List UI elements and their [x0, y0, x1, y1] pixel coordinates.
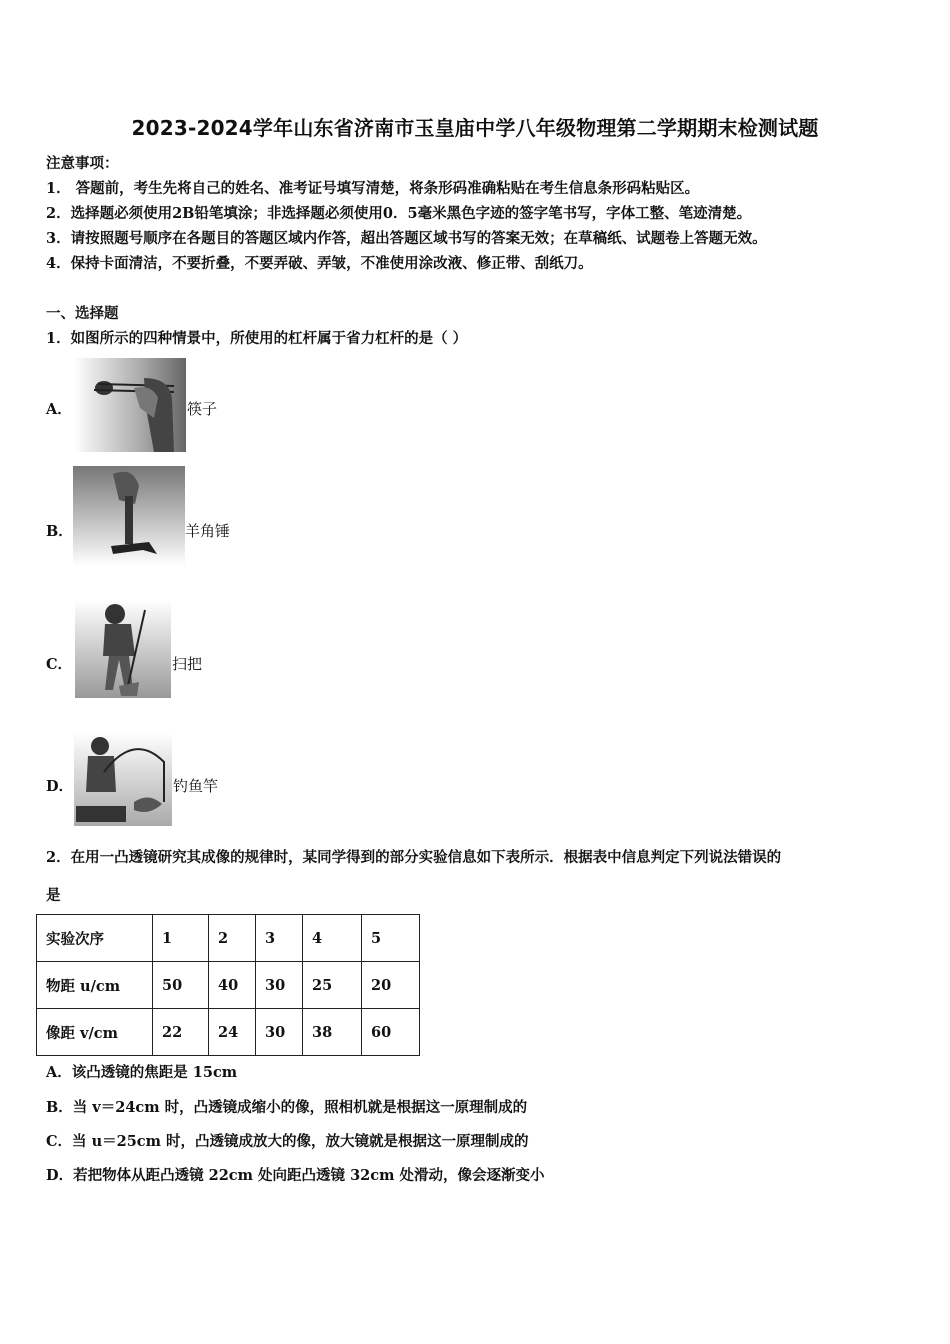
table-cell: 5 [362, 915, 420, 962]
table-cell: 1 [153, 915, 209, 962]
table-cell: 4 [303, 915, 362, 962]
page-title: 2023-2024学年山东省济南市玉皇庙中学八年级物理第二学期期末检测试题 [131, 116, 819, 140]
notice-item: 4．保持卡面清洁，不要折叠，不要弄破、弄皱，不准使用涂改液、修正带、刮纸刀。 [46, 255, 593, 272]
notice-heading: 注意事项： [46, 155, 119, 172]
question-2-stem-line-1: 2．在用一凸透镜研究其成像的规律时，某同学得到的部分实验信息如下表所示．根据表中信息判定下列说法错误的 [46, 849, 782, 866]
option-a-text: 筷子 [187, 400, 218, 418]
question-2-option-c: C．当 u＝25cm 时，凸透镜成放大的像，放大镜就是根据这一原理制成的 [46, 1133, 529, 1150]
table-cell: 实验次序 [37, 915, 153, 962]
table-cell: 20 [362, 962, 420, 1009]
question-2-option-a: A．该凸透镜的焦距是 15cm [46, 1064, 238, 1081]
option-c-text: 扫把 [172, 655, 203, 673]
table-cell: 38 [303, 1009, 362, 1056]
table-row [37, 962, 420, 1009]
notice-item: 1． 答题前，考生先将自己的姓名、准考证号填写清楚，将条形码准确粘贴在考生信息条形码粘贴区。 [46, 180, 700, 197]
table-cell: 2 [209, 915, 256, 962]
section-heading: 一、选择题 [46, 305, 119, 322]
table-cell: 25 [303, 962, 362, 1009]
option-c-letter: C． [46, 656, 73, 673]
chopsticks-image [74, 358, 186, 452]
option-d-text: 钓鱼竿 [173, 777, 219, 795]
table-cell: 30 [256, 1009, 303, 1056]
table-cell: 60 [362, 1009, 420, 1056]
fishing-rod-image [74, 732, 172, 826]
question-1-stem: 1．如图所示的四种情景中，所使用的杠杆属于省力杠杆的是（ ） [46, 330, 468, 347]
table-cell: 3 [256, 915, 303, 962]
claw-hammer-image [73, 466, 185, 566]
table-cell: 30 [256, 962, 303, 1009]
option-b-text: 羊角锤 [185, 522, 231, 540]
question-2-stem-line-2: 是 [46, 887, 61, 904]
broom-image [75, 600, 171, 698]
question-2-option-d: D．若把物体从距凸透镜 22cm 处向距凸透镜 32cm 处滑动，像会逐渐变小 [46, 1167, 545, 1184]
notice-item: 2．选择题必须使用2B铅笔填涂；非选择题必须使用0．5毫米黑色字迹的签字笔书写，字体工整、笔迹清楚。 [46, 205, 752, 222]
table-cell: 22 [153, 1009, 209, 1056]
option-a-letter: A． [46, 401, 72, 418]
table-row [37, 915, 420, 962]
table-cell: 24 [209, 1009, 256, 1056]
option-b-letter: B． [46, 523, 73, 540]
notice-item: 3．请按照题号顺序在各题目的答题区域内作答，超出答题区域书写的答案无效；在草稿纸、试题卷上答题无效。 [46, 230, 767, 247]
table-cell: 50 [153, 962, 209, 1009]
table-row [37, 1009, 420, 1056]
table-cell: 物距 u/cm [37, 962, 153, 1009]
table-cell: 40 [209, 962, 256, 1009]
experiment-data-table [36, 914, 420, 1056]
table-cell: 像距 v/cm [37, 1009, 153, 1056]
option-d-letter: D． [46, 778, 74, 795]
question-2-option-b: B．当 v＝24cm 时，凸透镜成缩小的像，照相机就是根据这一原理制成的 [46, 1099, 528, 1116]
